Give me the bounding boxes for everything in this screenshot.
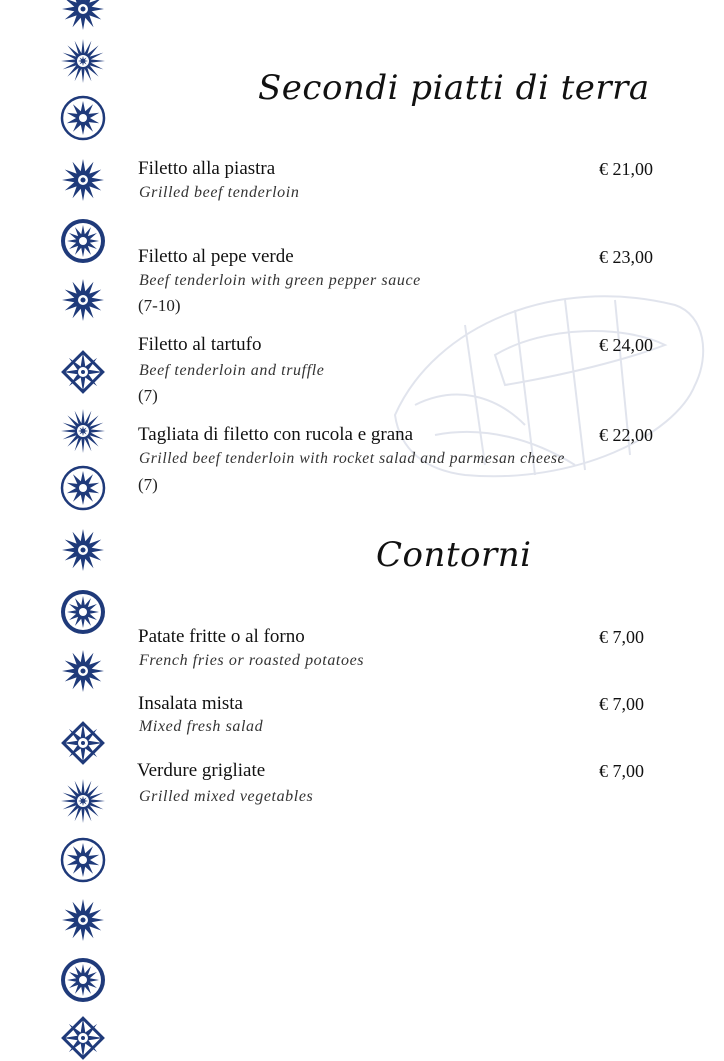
majolica-tile-icon <box>60 465 106 511</box>
item-description: Mixed fresh salad <box>139 718 264 735</box>
item-description: Grilled beef tenderloin with rocket salad and parmesan cheese <box>139 450 566 467</box>
majolica-tile-icon <box>60 349 106 395</box>
item-allergens: (7) <box>138 475 158 494</box>
item-description: Grilled mixed vegetables <box>139 788 314 805</box>
majolica-tile-icon <box>60 277 106 323</box>
item-description: Beef tenderloin with green pepper sauce <box>139 272 421 289</box>
item-allergens: (7) <box>138 386 158 405</box>
item-price: € 7,00 <box>599 761 644 781</box>
majolica-tile-icon <box>60 897 106 943</box>
majolica-tile-icon <box>60 1015 106 1061</box>
majolica-tile-icon <box>60 957 106 1003</box>
majolica-tile-icon <box>60 527 106 573</box>
majolica-tile-icon <box>60 648 106 694</box>
majolica-tile-icon <box>60 837 106 883</box>
item-price: € 24,00 <box>599 335 653 355</box>
item-price: € 22,00 <box>599 425 653 445</box>
majolica-tile-icon <box>60 720 106 766</box>
majolica-tile-icon <box>60 0 106 32</box>
item-description: Grilled beef tenderloin <box>139 184 300 201</box>
item-name: Patate fritte o al forno <box>138 626 305 647</box>
item-name: Filetto al pepe verde <box>138 246 294 267</box>
majolica-tile-icon <box>60 408 106 454</box>
item-price: € 7,00 <box>599 627 644 647</box>
majolica-tile-icon <box>60 218 106 264</box>
majolica-tile-icon <box>60 589 106 635</box>
section-title-contorni: Contorni <box>376 535 532 575</box>
item-name: Filetto al tartufo <box>138 334 262 355</box>
section-title-secondi: Secondi piatti di terra <box>258 68 650 108</box>
item-name: Verdure grigliate <box>137 760 266 781</box>
item-name: Tagliata di filetto con rucola e grana <box>138 424 414 445</box>
item-name: Filetto alla piastra <box>138 158 276 179</box>
majolica-tile-icon <box>60 38 106 84</box>
item-name: Insalata mista <box>138 693 243 714</box>
majolica-tile-icon <box>60 778 106 824</box>
majolica-tile-icon <box>60 95 106 141</box>
item-description: French fries or roasted potatoes <box>139 652 365 669</box>
item-description: Beef tenderloin and truffle <box>139 362 325 379</box>
item-price: € 23,00 <box>599 247 653 267</box>
item-price: € 21,00 <box>599 159 653 179</box>
majolica-tile-icon <box>60 157 106 203</box>
item-price: € 7,00 <box>599 694 644 714</box>
item-allergens: (7-10) <box>138 296 181 315</box>
